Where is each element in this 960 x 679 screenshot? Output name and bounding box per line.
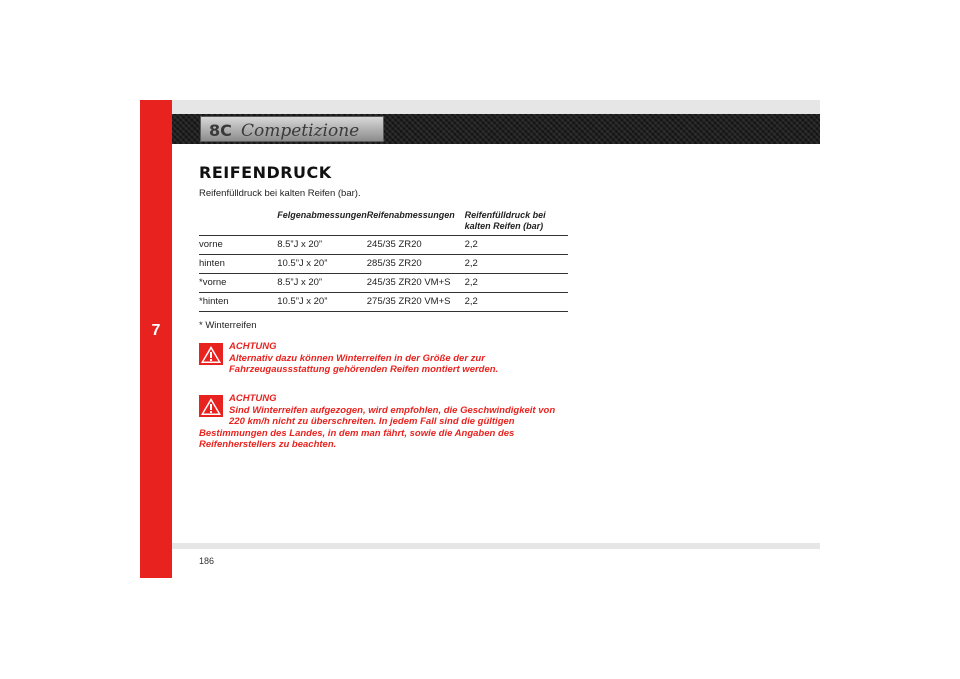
page-subtitle: Reifenfülldruck bei kalten Reifen (bar). [199, 188, 361, 199]
cell-rim: 8.5”J x 20” [277, 236, 367, 255]
table-row [199, 236, 568, 255]
column-header-tire: Reifenabmessungen [367, 209, 465, 236]
cell-position: *hinten [199, 293, 277, 312]
cell-pressure: 2,2 [465, 293, 568, 312]
cell-position: vorne [199, 236, 277, 255]
warning-block [199, 341, 571, 376]
table-row [199, 293, 568, 312]
header-banner [172, 114, 820, 144]
warning-triangle-icon [199, 395, 223, 417]
page-number: 186 [199, 556, 215, 566]
table-footnote: * Winterreifen [199, 320, 257, 331]
cell-rim: 10.5”J x 20” [277, 293, 367, 312]
brand-logo [200, 116, 384, 142]
cell-position: hinten [199, 255, 277, 274]
logo-bc-text: 8C [209, 121, 232, 140]
cell-tire: 285/35 ZR20 [367, 255, 465, 274]
logo-script-text: Competizione [241, 121, 360, 141]
column-header-position [199, 209, 277, 236]
table-header-row [199, 209, 568, 236]
cell-position: *vorne [199, 274, 277, 293]
cell-rim: 10.5”J x 20” [277, 255, 367, 274]
chapter-number: 7 [151, 322, 161, 339]
column-header-rim: Felgenabmessungen [277, 209, 367, 236]
footer-rule [172, 543, 820, 549]
cell-pressure: 2,2 [465, 236, 568, 255]
cell-tire: 245/35 ZR20 VM+S [367, 274, 465, 293]
cell-pressure: 2,2 [465, 255, 568, 274]
table-row [199, 274, 568, 293]
header-rule [172, 100, 820, 114]
cell-tire: 245/35 ZR20 [367, 236, 465, 255]
warning-text: Alternativ dazu können Winterreifen in der Größe der zur Fahrzeugaussstattung gehörenden Reifen montiert werden. [229, 352, 499, 375]
warning-heading: ACHTUNG [229, 341, 277, 352]
page-title: REIFENDRUCK [199, 163, 332, 182]
tire-pressure-table [199, 209, 568, 312]
table-row [199, 255, 568, 274]
cell-tire: 275/35 ZR20 VM+S [367, 293, 465, 312]
warning-text: Sind Winterreifen aufgezogen, wird empfohlen, die Geschwindigkeit von 220 km/h nicht zu überschreiten. In jedem Fall sind die gültigen Bestimmungen des Landes, in dem man fährt, sowie die Angaben des Reifenherstellers zu beachten. [199, 404, 556, 450]
warning-triangle-icon [199, 343, 223, 365]
warning-block [199, 393, 571, 451]
warning-heading: ACHTUNG [229, 393, 277, 404]
cell-pressure: 2,2 [465, 274, 568, 293]
cell-rim: 8.5”J x 20” [277, 274, 367, 293]
column-header-pressure: Reifenfülldruck bei kalten Reifen (bar) [465, 209, 568, 236]
